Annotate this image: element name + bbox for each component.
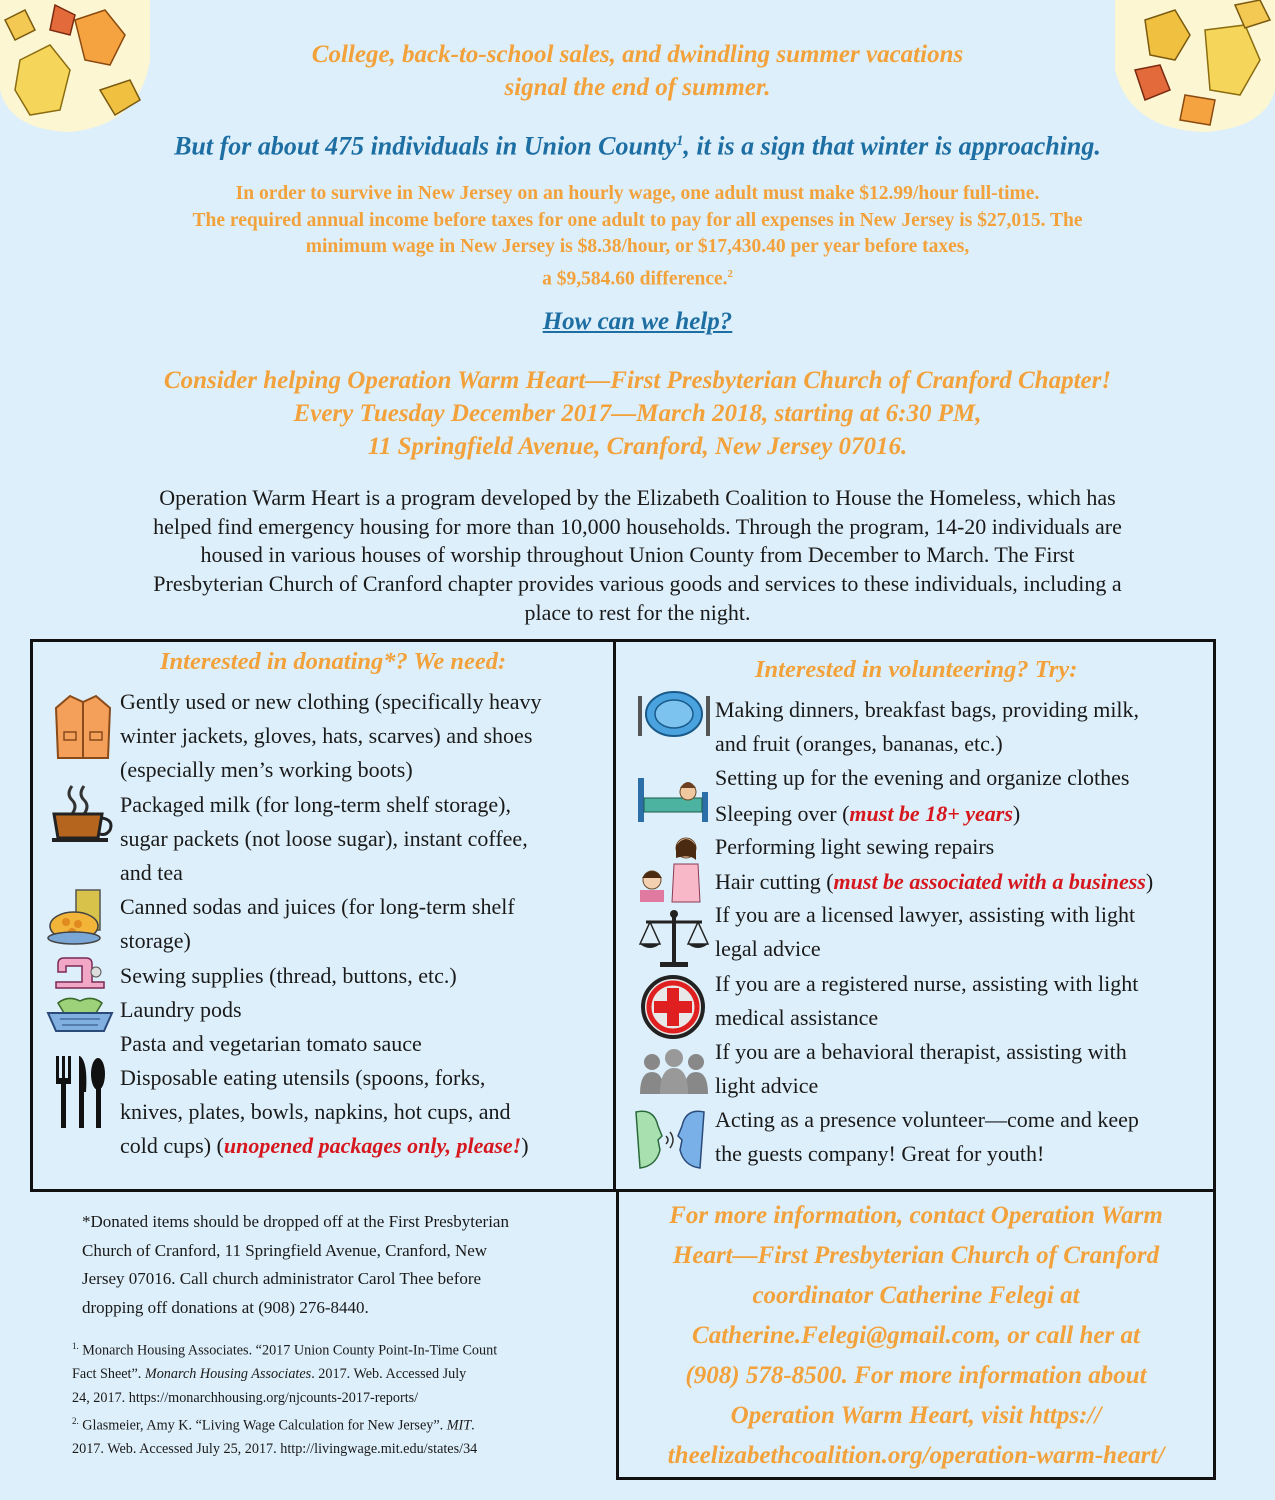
unopened-warning: unopened packages only, please! — [223, 1133, 522, 1158]
headline-blue-text: But for about 475 individuals in Union County — [174, 131, 677, 161]
contact-email-line: Catherine.Felegi@gmail.com, or call her at — [692, 1322, 1140, 1349]
consider-line-3: 11 Springfield Avenue, Cranford, New Jersey 07016. — [367, 433, 908, 460]
reference-1-line: $^{1.}$ Monarch Housing Associates. “2017 Union County Point-In-Time Count — [72, 1341, 498, 1359]
contact-url-line: theelizabethcoalition.org/operation-warm-heart/ — [667, 1442, 1165, 1469]
volunteer-item-lawyer: If you are a licensed lawyer, assisting with light legal advice — [715, 902, 1136, 961]
donate-item-laundry: Laundry pods — [120, 997, 242, 1022]
laundry-basket-icon — [44, 995, 116, 1035]
wage-line-1: In order to survive in New Jersey on an hourly wage, one adult must make $12.99/hour full-time. — [235, 183, 1040, 204]
intro-line: helped find emergency housing for more than 10,000 households. Through the program, 14-20 individuals are — [153, 513, 1122, 539]
intro-line: place to rest for the night. — [524, 599, 751, 625]
headline-line-2: signal the end of summer. — [504, 74, 771, 101]
donate-item-milk: Packaged milk (for long-term shelf storage), sugar packets (not loose sugar), instant coffee, and tea — [120, 792, 528, 885]
bed-icon — [634, 770, 712, 824]
coffee-cup-icon — [48, 782, 118, 844]
reference-1-line: 24, 2017. https://monarchhousing.org/njcounts-2017-reports/ — [72, 1389, 419, 1406]
references — [72, 1335, 602, 1462]
donate-item-sewing: Sewing supplies (thread, buttons, etc.) — [120, 963, 457, 988]
business-requirement: must be associated with a business — [833, 869, 1146, 894]
consider-helping — [40, 364, 1235, 463]
wage-line-4: a $9,584.60 difference.$^2$ — [542, 267, 733, 289]
intro-line: Presbyterian Church of Cranford chapter provides various goods and services to these individuals, including a — [153, 571, 1122, 597]
talking-faces-icon — [630, 1106, 710, 1174]
age-requirement: must be 18+ years — [849, 801, 1013, 826]
wage-line-3: minimum wage in New Jersey is $8.38/hour, or $17,430.40 per year before taxes, — [305, 236, 970, 257]
headline-union-county — [60, 124, 1215, 164]
reference-1-line: Fact Sheet”. Monarch Housing Associates. 2017. Web. Accessed July — [72, 1366, 467, 1383]
donate-item-utensils: Disposable eating utensils (spoons, forks, knives, plates, bowls, napkins, hot cups, and cold cups) (unopened packages only, please!) — [120, 1061, 529, 1163]
wage-line-2: The required annual income before taxes for one adult to pay for all expenses in New Jersey is $27,015. The — [192, 209, 1083, 231]
jacket-icon — [52, 692, 114, 762]
volunteer-item-presence: Acting as a presence volunteer—come and keep the guests company! Great for youth! — [715, 1107, 1139, 1166]
consider-line-2: Every Tuesday December 2017—March 2018, starting at 6:30 PM, — [293, 400, 982, 427]
footnote-ref-1: 1 — [676, 133, 684, 149]
wage-facts — [90, 181, 1185, 293]
headline-intro — [160, 38, 1115, 104]
footnote-ref-2: 2 — [727, 267, 733, 280]
reference-2-line: 2017. Web. Accessed July 25, 2017. http://livingwage.mit.edu/states/34 — [72, 1441, 478, 1458]
volunteer-item-therapist: If you are a behavioral therapist, assisting with light advice — [715, 1039, 1127, 1098]
plate-icon — [636, 688, 712, 744]
donation-dropoff-note: *Donated items should be dropped off at the First Presbyterian Church of Cranford, 11 Springfield Avenue, Cranford, New Jersey 07016. Call church administrator Carol Thee before dropping off donations at (908) 276-8440. — [82, 1212, 509, 1317]
volunteer-item-setup: Setting up for the evening and organize clothes — [715, 765, 1130, 790]
intro-line: housed in various houses of worship throughout Union County from December to March. The First — [200, 542, 1075, 568]
utensils-last-line: cold cups) (unopened packages only, please!) — [120, 1133, 529, 1158]
contact-info: For more information, contact Operation Warm Heart—First Presbyterian Church of Cranford coordinator Catherine Felegi at Catherine.Felegi@gmail.com, or call her at (908) 578-8500. For more information about Operation Warm Heart, visit https:// theelizabethcoalition.org/operation-warm-heart/ — [620, 1196, 1212, 1476]
scales-icon — [638, 908, 710, 970]
program-description — [70, 484, 1205, 628]
volunteer-title: Interested in volunteering? Try: — [755, 656, 1078, 683]
how-can-we-help-heading: How can we help? — [542, 308, 733, 335]
headline-blue-text-end: , it is a sign that winter is approaching. — [683, 131, 1101, 161]
volunteer-item-dinners: Making dinners, breakfast bags, providing milk, and fruit (oranges, bananas, etc.) — [715, 697, 1140, 756]
intro-line: Operation Warm Heart is a program developed by the Elizabeth Coalition to House the Homeless, which has — [159, 485, 1116, 510]
people-icon — [638, 1046, 710, 1096]
snacks-icon — [46, 886, 108, 946]
contact-phone-line: (908) 578-8500. For more information about — [685, 1362, 1147, 1389]
sewing-machine-icon — [52, 954, 108, 992]
leaves-decoration-icon — [1115, 0, 1275, 135]
leaves-decoration-icon — [0, 0, 150, 135]
volunteer-item-sleeping: Sleeping over (must be 18+ years) — [715, 801, 1021, 826]
donate-item-sodas: Canned sodas and juices (for long-term shelf storage) — [120, 894, 515, 953]
medical-cross-icon — [640, 974, 706, 1040]
reference-2-line: $^{2.}$ Glasmeier, Amy K. “Living Wage Calculation for New Jersey”. MIT. — [72, 1416, 475, 1434]
donate-item-clothing: Gently used or new clothing (specifically heavy winter jackets, gloves, hats, scarves) and shoes (especially men’s working boots) — [120, 689, 542, 782]
utensils-icon — [50, 1052, 110, 1130]
consider-line-1: Consider helping Operation Warm Heart—First Presbyterian Church of Cranford Chapter! — [163, 367, 1112, 394]
volunteer-item-haircut: Hair cutting (must be associated with a business) — [715, 869, 1154, 894]
donate-title: Interested in donating*? We need: — [160, 648, 507, 675]
volunteer-item-nurse: If you are a registered nurse, assisting with light medical assistance — [715, 971, 1139, 1030]
volunteer-item-sewing: Performing light sewing repairs — [715, 834, 995, 859]
haircut-icon — [634, 834, 714, 904]
headline-line-1: College, back-to-school sales, and dwindling summer vacations — [311, 41, 964, 68]
donate-item-pasta: Pasta and vegetarian tomato sauce — [120, 1031, 422, 1056]
